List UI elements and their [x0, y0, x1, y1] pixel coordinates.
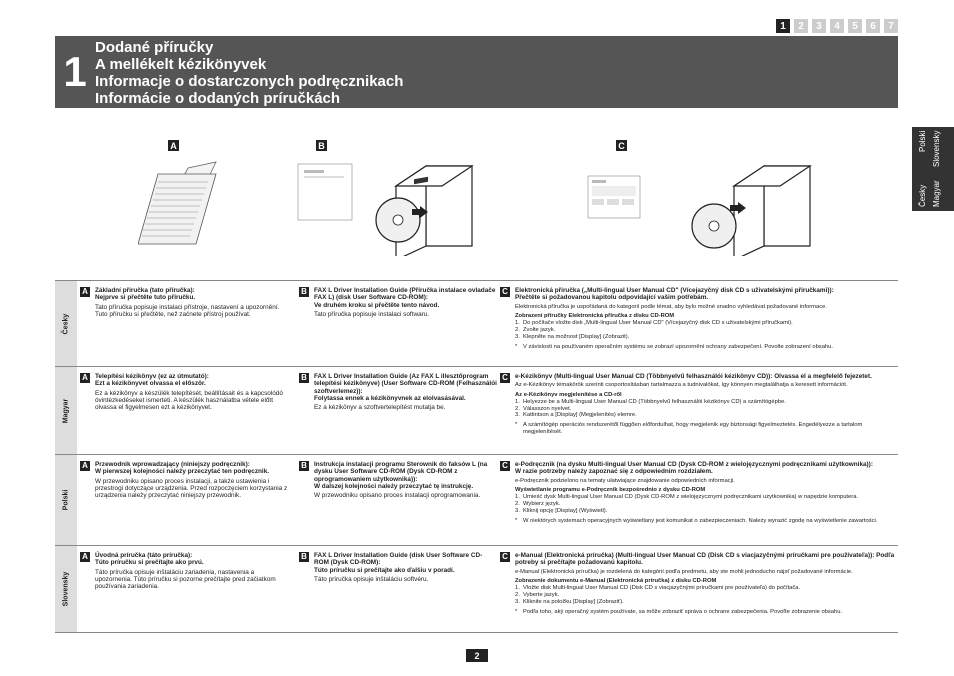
section-banner	[55, 36, 898, 108]
manual-note-text: A számítógép operációs rendszerétől függően előfordulhat, hogy megjelenik egy biztonsági figyelmeztetés. Engedélyezze a tartalom megjelenítését.	[523, 422, 863, 436]
manual-instruction: W dalszej kolejności należy przeczytać tę instrukcję.	[314, 482, 474, 490]
page-tab-2[interactable]: 2	[794, 19, 808, 33]
manual-step-text: Kliknij opcję [Display] (Wyświetl).	[523, 507, 608, 514]
cd-computer-illustration-b	[296, 150, 476, 256]
manual-description: Ez a kézikönyv a készülék telepítését, beállításait és a kapcsolódó óvintézkedéseket ismerteti. A készülék használatba vétele előtt olvassa el figyelmesen ezt a kézikönyvet.	[95, 389, 283, 412]
manual-title: FAX L Driver Installation Guide (Příručka instalace ovladače FAX L) (disk User Software CD-ROM):	[314, 287, 496, 302]
manual-cell-b	[289, 546, 497, 632]
manual-description: Táto príručka opisuje inštaláciu zariadenia, nastavenia a upozornenia. Túto príručku si pozorne prečítajte pred začiatkom používania zariadenia.	[95, 568, 276, 591]
language-row	[55, 280, 898, 366]
manual-step-text: Kliknite na položku [Display] (Zobraziť).	[523, 598, 624, 605]
manual-description: W przewodniku opisano proces instalacji oprogramowania.	[314, 492, 481, 500]
manual-cell-b	[289, 367, 497, 454]
manual-title: Telepítési kézikönyv (ez az útmutató):	[95, 373, 209, 380]
page-tab-4[interactable]: 4	[830, 19, 844, 33]
manual-instruction: Přečtěte si požadovanou kapitolu odpovídající vašim potřebám.	[515, 294, 709, 302]
manual-step: 2. Válasszon nyelvet.	[515, 405, 572, 412]
language-row	[55, 545, 898, 633]
page-navigation	[776, 19, 898, 33]
manual-step: 2. Vyberte jazyk.	[515, 591, 560, 598]
manual-instruction: Ve druhém kroku si přečtěte tento návod.	[314, 301, 440, 309]
language-label: Česky	[918, 184, 927, 207]
language-row	[55, 366, 898, 454]
manual-step: 3. Kattintson a [Display] (Megjelenítés) elemre.	[515, 412, 637, 419]
manual-step-text: Klepněte na možnost [Display] (Zobrazit).	[523, 333, 630, 340]
section-title: Informacje o dostarczonych podręcznikach	[95, 73, 404, 90]
language-label: Polski	[62, 489, 70, 511]
manual-description: Az e-Kézikönyv témakörök szerinti csoportosításban tartalmazza a tudnivalókat, így könnyen megtalálhatja a keresett információt.	[515, 382, 848, 389]
manual-steps	[515, 494, 898, 514]
manual-note-text: W niektórych systemach operacyjnych wyświetlany jest komunikat o zabezpieczeniach. Należy wyrazić zgodę na wyświetlenie zawartości.	[523, 517, 878, 524]
manual-step-text: Do počítače vložte disk „Multi-lingual User Manual CD" (Vícejazyčný disk CD s uživatelskými příručkami).	[523, 320, 793, 327]
manual-step-text: Kattintson a [Display] (Megjelenítés) elemre.	[523, 412, 637, 419]
manual-tag-c: C	[500, 373, 510, 383]
language-label: Magyar	[932, 180, 941, 207]
manual-step: 3. Kliknij opcję [Display] (Wyświetl).	[515, 507, 608, 514]
manual-description: e-Podręcznik podzielono na tematy ułatwiające znajdowanie odpowiednich informacji.	[515, 477, 735, 484]
manual-cell-c	[497, 281, 898, 366]
manual-step-text: Wybierz język.	[523, 500, 561, 507]
manual-description: W przewodniku opisano proces instalacji, a także ustawienia i przestrogi dotyczące urządzenia. Przed rozpoczęciem korzystania z urządzenia należy przeczytać niniejszy przewodnik.	[95, 477, 288, 500]
manual-tag-b: B	[299, 461, 309, 471]
section-title: A mellékelt kézikönyvek	[95, 56, 267, 73]
manual-tag-b: B	[299, 373, 309, 383]
manual-subheading: Az e-Kézikönyv megjelenítése a CD-ről	[515, 391, 622, 398]
manual-subheading: Zobrazenie dokumentu e-Manual (Elektronická príručka) z disku CD-ROM	[515, 577, 717, 584]
manual-title: Przewodnik wprowadzający (niniejszy podręcznik):	[95, 461, 250, 468]
manual-table	[55, 280, 898, 633]
manual-instruction: W razie potrzeby należy zapoznać się z odpowiednim rozdziałem.	[515, 468, 713, 476]
manual-step: 2. Zvolte jazyk.	[515, 326, 556, 333]
manual-tag-b: B	[299, 287, 309, 297]
manual-tag-c: C	[500, 287, 510, 297]
manual-step: 2. Wybierz język.	[515, 500, 561, 507]
manual-steps	[515, 399, 898, 419]
language-label: Slovensky	[62, 571, 70, 607]
language-column	[55, 367, 77, 454]
manual-tag-a: A	[80, 461, 90, 471]
manual-description: Elektronická příručka je uspořádaná do kategorií podle témat, aby bylo možné snadno vyhledávat požadované informace.	[515, 303, 827, 310]
language-column	[55, 455, 77, 545]
manual-cell-c	[497, 455, 898, 545]
manual-steps	[515, 320, 898, 340]
manual-step-text: Zvolte jazyk.	[523, 326, 556, 333]
section-title: Dodané příručky	[95, 39, 214, 56]
manual-note-text: Podľa toho, aký operačný systém používate, sa môže zobraziť správa o ochrane zabezpečenia. Povoľte zobrazenie obsahu.	[523, 608, 843, 615]
manual-cell-a	[77, 455, 289, 545]
manual-title: Základní příručka (tato příručka):	[95, 287, 195, 294]
manual-note: * Podľa toho, aký operačný systém používate, sa môže zobraziť správa o ochrane zabezpečenia. Povoľte zobrazenie obsahu.	[515, 608, 843, 615]
manual-cell-a	[77, 281, 289, 366]
language-tab-column	[918, 131, 927, 207]
manual-instruction: Túto príručku si prečítajte ako ďalšiu v poradí.	[314, 566, 455, 574]
section-titles	[95, 36, 403, 108]
manual-description: Ez a kézikönyv a szoftvertelepítést mutatja be.	[314, 404, 446, 412]
illustration-tag-c: C	[616, 140, 627, 151]
manual-cell-b	[289, 455, 497, 545]
manual-title: Instrukcja instalacji programu Sterownik do faksów L (na dysku User Software CD-ROM (Dysk CD-ROM z oprogramowaniem użytkownika)):	[314, 461, 488, 483]
manual-title: e-Kézikönyv (Multi-lingual User Manual CD (Többnyelvű felhasználói kézikönyv CD)): Olvassa el a megfelelő fejezetet.	[515, 373, 872, 380]
manual-tag-b: B	[299, 552, 309, 562]
language-row	[55, 454, 898, 545]
cd-computer-illustration-c	[582, 150, 812, 256]
illustration-tag-a: A	[168, 140, 179, 151]
manual-instruction: W pierwszej kolejności należy przeczytać ten podręcznik.	[95, 468, 270, 476]
manual-step-text: Helyezze be a Multi-lingual User Manual CD (Többnyelvű felhasználói kézikönyv CD) a számítógépbe.	[523, 398, 786, 405]
manual-instruction: Túto príručku si prečítajte ako prvú.	[95, 559, 204, 567]
manual-step: 1. Helyezze be a Multi-lingual User Manual CD (Többnyelvű felhasználói kézikönyv CD) a számítógépbe.	[515, 398, 786, 405]
manual-description: Tato příručka popisuje instalaci softwaru.	[314, 310, 430, 318]
manual-title: e-Manual (Elektronická príručka) (Multi-lingual User Manual CD (Disk CD s viacjazyčnými príručkami pre používateľa)): Podľa potreby si prečítajte požadovanú kapitolu.	[515, 552, 895, 567]
manual-step: 1. Do počítače vložte disk „Multi-lingual User Manual CD" (Vícejazyčný disk CD s uživatelskými příručkami).	[515, 320, 793, 327]
manual-step: 1. Umieść dysk Multi-lingual User Manual CD (Dysk CD-ROM z wielojęzycznymi podręcznikami użytkownika) w napędzie komputera.	[515, 494, 859, 501]
language-label: Polski	[918, 131, 927, 153]
manual-cell-b	[289, 281, 497, 366]
section-number: 1	[63, 48, 87, 95]
manual-cell-a	[77, 367, 289, 454]
page-tab-3[interactable]: 3	[812, 19, 826, 33]
page-tab-1[interactable]: 1	[776, 19, 790, 33]
manual-step-text: Válasszon nyelvet.	[523, 405, 572, 412]
manual-title: FAX L Driver Installation Guide (Az FAX L illesztőprogram telepítési kézikönyve) (User Software CD-ROM (Felhasználói szoftverlemez)):	[314, 373, 497, 395]
language-column	[55, 546, 77, 632]
language-label: Česky	[62, 313, 70, 334]
manual-booklet-illustration	[138, 172, 218, 250]
manual-steps	[515, 585, 898, 605]
language-side-tab	[912, 127, 954, 211]
manual-tag-a: A	[80, 373, 90, 383]
section-title: Informácie o dodaných príručkách	[95, 90, 341, 107]
manual-step-text: Vyberte jazyk.	[523, 591, 560, 598]
manual-tag-a: A	[80, 552, 90, 562]
manual-subheading: Zobrazení příručky Elektronická příručka z disku CD-ROM	[515, 312, 675, 319]
manual-note: * A számítógép operációs rendszerétől függően előfordulhat, hogy megjelenik egy biztonsági figyelmeztetés. Engedélyezze a tartalom megjelenítését.	[515, 422, 863, 436]
manual-subheading: Wyświetlanie programu e-Podręcznik bezpośrednio z dysku CD-ROM	[515, 486, 706, 493]
language-tab-column	[932, 131, 941, 207]
manual-note: * W niektórych systemach operacyjnych wyświetlany jest komunikat o zabezpieczeniach. Należy wyrazić zgodę na wyświetlenie zawartości.	[515, 517, 878, 524]
manual-instruction: Ezt a kézikönyvet olvassa el először.	[95, 380, 206, 388]
page-number: 2	[466, 649, 488, 662]
illustration-tag-b: B	[316, 140, 327, 151]
page-tab-7[interactable]: 7	[884, 19, 898, 33]
manual-instruction: Folytassa ennek a kézikönyvnek az elolvasásával.	[314, 394, 466, 402]
manual-title: e-Podręcznik (na dysku Multi-lingual User Manual CD (Dysk CD-ROM z wielojęzycznymi podręcznikami użytkownika)):	[515, 461, 873, 468]
manual-note-text: V závislosti na používaném operačním systému se zobrazí upozornění ochrany zabezpečení. Povolte zobrazení obsahu.	[523, 343, 833, 350]
manual-cell-c	[497, 546, 898, 632]
manual-step-text: Umieść dysk Multi-lingual User Manual CD (Dysk CD-ROM z wielojęzycznymi podręcznikami użytkownika) w napędzie komputera.	[523, 494, 859, 501]
manual-step: 3. Kliknite na položku [Display] (Zobraziť).	[515, 598, 624, 605]
manual-title: Úvodná príručka (táto príručka):	[95, 552, 193, 559]
manual-title: FAX L Driver Installation Guide (disk User Software CD-ROM (Dysk CD-ROM):	[314, 552, 483, 567]
manual-description: Táto príručka opisuje inštaláciu softvéru.	[314, 575, 429, 583]
manual-cell-c	[497, 367, 898, 454]
manual-description: Tato příručka popisuje instalaci přístroje, nastavení a upozornění. Tuto příručku si přečtěte, než začnete přístroj používat.	[95, 303, 280, 318]
manual-step-text: Vložte disk Multi-lingual User Manual CD (Disk CD s viacjazyčnými príručkami pre používateľa) do počítača.	[523, 585, 801, 592]
manual-tag-c: C	[500, 552, 510, 562]
manual-step: 3. Klepněte na možnost [Display] (Zobrazit).	[515, 333, 630, 340]
page-tab-6[interactable]: 6	[866, 19, 880, 33]
manual-note: * V závislosti na používaném operačním systému se zobrazí upozornění ochrany zabezpečení. Povolte zobrazení obsahu.	[515, 343, 833, 350]
language-column	[55, 281, 77, 366]
page-tab-5[interactable]: 5	[848, 19, 862, 33]
manual-cell-a	[77, 546, 289, 632]
manual-tag-a: A	[80, 287, 90, 297]
language-label: Slovensky	[932, 131, 941, 168]
language-label: Magyar	[62, 398, 70, 423]
manual-step: 1. Vložte disk Multi-lingual User Manual CD (Disk CD s viacjazyčnými príručkami pre používateľa) do počítača.	[515, 585, 801, 592]
manual-tag-c: C	[500, 461, 510, 471]
manual-title: Elektronická příručka („Multi-lingual User Manual CD" (Vícejazyčný disk CD s uživatelskými příručkami)):	[515, 287, 834, 294]
manual-instruction: Nejprve si přečtěte tuto příručku.	[95, 294, 196, 302]
manual-description: e-Manual (Elektronická príručka) je rozdelená do kategórií podľa predmetu, aby ste mohli jednoducho nájsť požadované informácie.	[515, 568, 853, 575]
